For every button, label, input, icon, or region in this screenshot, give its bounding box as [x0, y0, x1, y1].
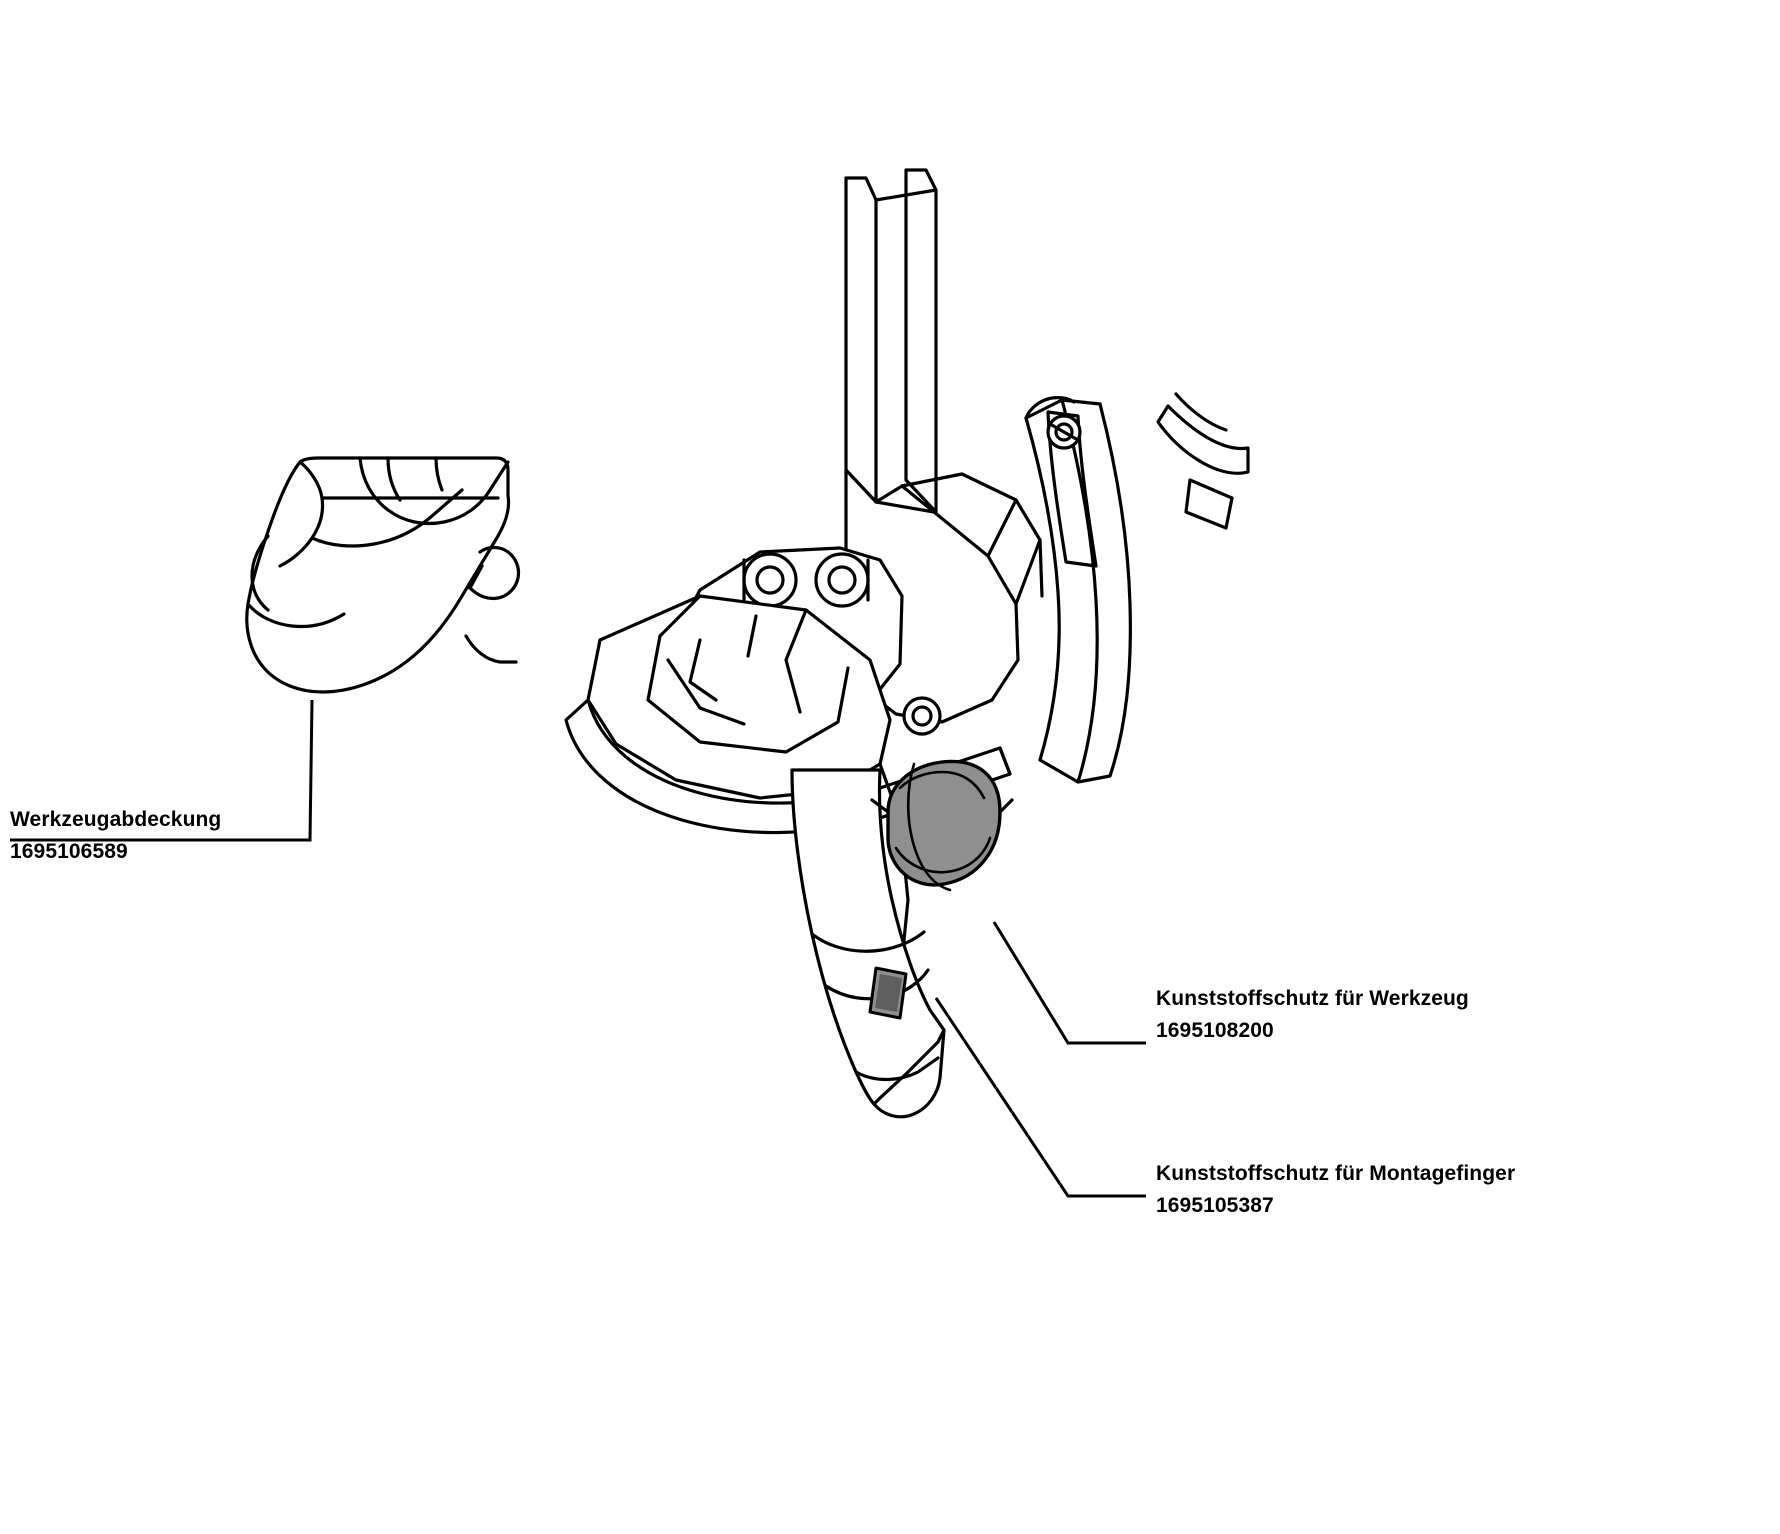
callout-label-name: Werkzeugabdeckung: [10, 808, 222, 831]
part-montagekopf-assembly-drawing: [566, 170, 1248, 1117]
callout-label-number: 1695108200: [1156, 1019, 1274, 1042]
callout-label-name: Kunststoffschutz für Werkzeug: [1156, 987, 1469, 1010]
callout-label-name: Kunststoffschutz für Montagefinger: [1156, 1162, 1516, 1185]
callout-leader-line: [936, 998, 1146, 1196]
callout-werkzeugabdeckung: [10, 700, 312, 863]
callout-leader-line: [994, 922, 1146, 1043]
part-werkzeugabdeckung-drawing: [247, 458, 519, 692]
callout-kunststoffschutz-werkzeug: [994, 922, 1469, 1043]
callout-label-number: 1695106589: [10, 840, 128, 863]
part-kunststoffschutz-montagefinger-marker: [870, 968, 906, 1018]
callout-label-number: 1695105387: [1156, 1194, 1274, 1217]
part-kunststoffschutz-werkzeug-marker: [888, 761, 1000, 890]
